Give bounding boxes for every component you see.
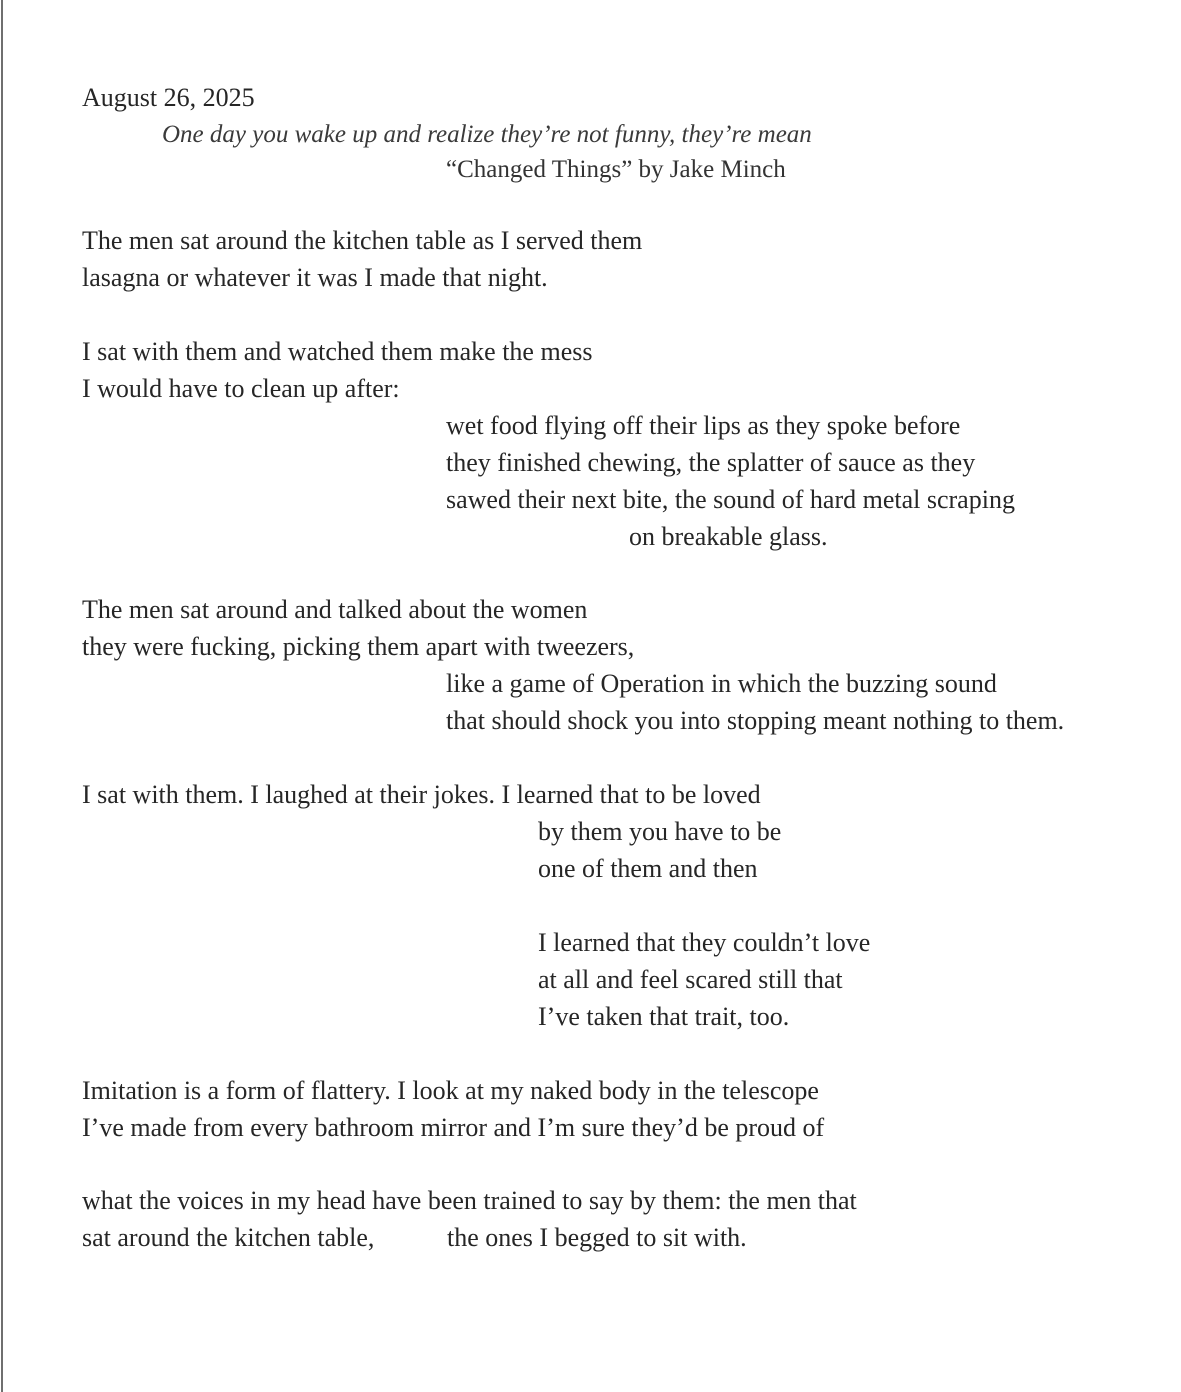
poem-line: I sat with them and watched them make the mess xyxy=(82,337,593,366)
poem-line: The men sat around and talked about the women xyxy=(82,595,588,624)
page-edge-divider xyxy=(1,0,3,1392)
poem-line: sawed their next bite, the sound of hard metal scraping xyxy=(446,485,1015,514)
poem-line: one of them and then xyxy=(538,854,758,883)
poem-line: like a game of Operation in which the buzzing sound xyxy=(446,669,997,698)
poem-line: on breakable glass. xyxy=(629,522,828,551)
poem-line: they finished chewing, the splatter of sauce as they xyxy=(446,448,976,477)
poem-line: by them you have to be xyxy=(538,817,782,846)
poem-line: sat around the kitchen table, xyxy=(82,1223,375,1252)
poem-line: I sat with them. I laughed at their jokes. I learned that to be loved xyxy=(82,780,761,809)
poem-line: I would have to clean up after: xyxy=(82,374,400,403)
poem-line: they were fucking, picking them apart with tweezers, xyxy=(82,632,635,661)
poem-line: I’ve taken that trait, too. xyxy=(538,1002,790,1031)
poem-line: that should shock you into stopping meant nothing to them. xyxy=(446,706,1065,735)
poem-line: lasagna or whatever it was I made that night. xyxy=(82,263,548,292)
poem-line: what the voices in my head have been trained to say by them: the men that xyxy=(82,1186,857,1215)
poem-line: wet food flying off their lips as they spoke before xyxy=(446,411,961,440)
poem-line: I’ve made from every bathroom mirror and I’m sure they’d be proud of xyxy=(82,1113,825,1142)
poem-line: Imitation is a form of flattery. I look at my naked body in the telescope xyxy=(82,1076,819,1105)
epigraph-attribution: “Changed Things” by Jake Minch xyxy=(446,156,786,183)
poem-line: at all and feel scared still that xyxy=(538,965,843,994)
poem-line: the ones I begged to sit with. xyxy=(447,1223,747,1252)
epigraph-quote: One day you wake up and realize they’re not funny, they’re mean xyxy=(162,121,812,148)
date-line: August 26, 2025 xyxy=(82,83,255,112)
poem-line: The men sat around the kitchen table as I served them xyxy=(82,226,643,255)
poem-line: I learned that they couldn’t love xyxy=(538,928,871,957)
